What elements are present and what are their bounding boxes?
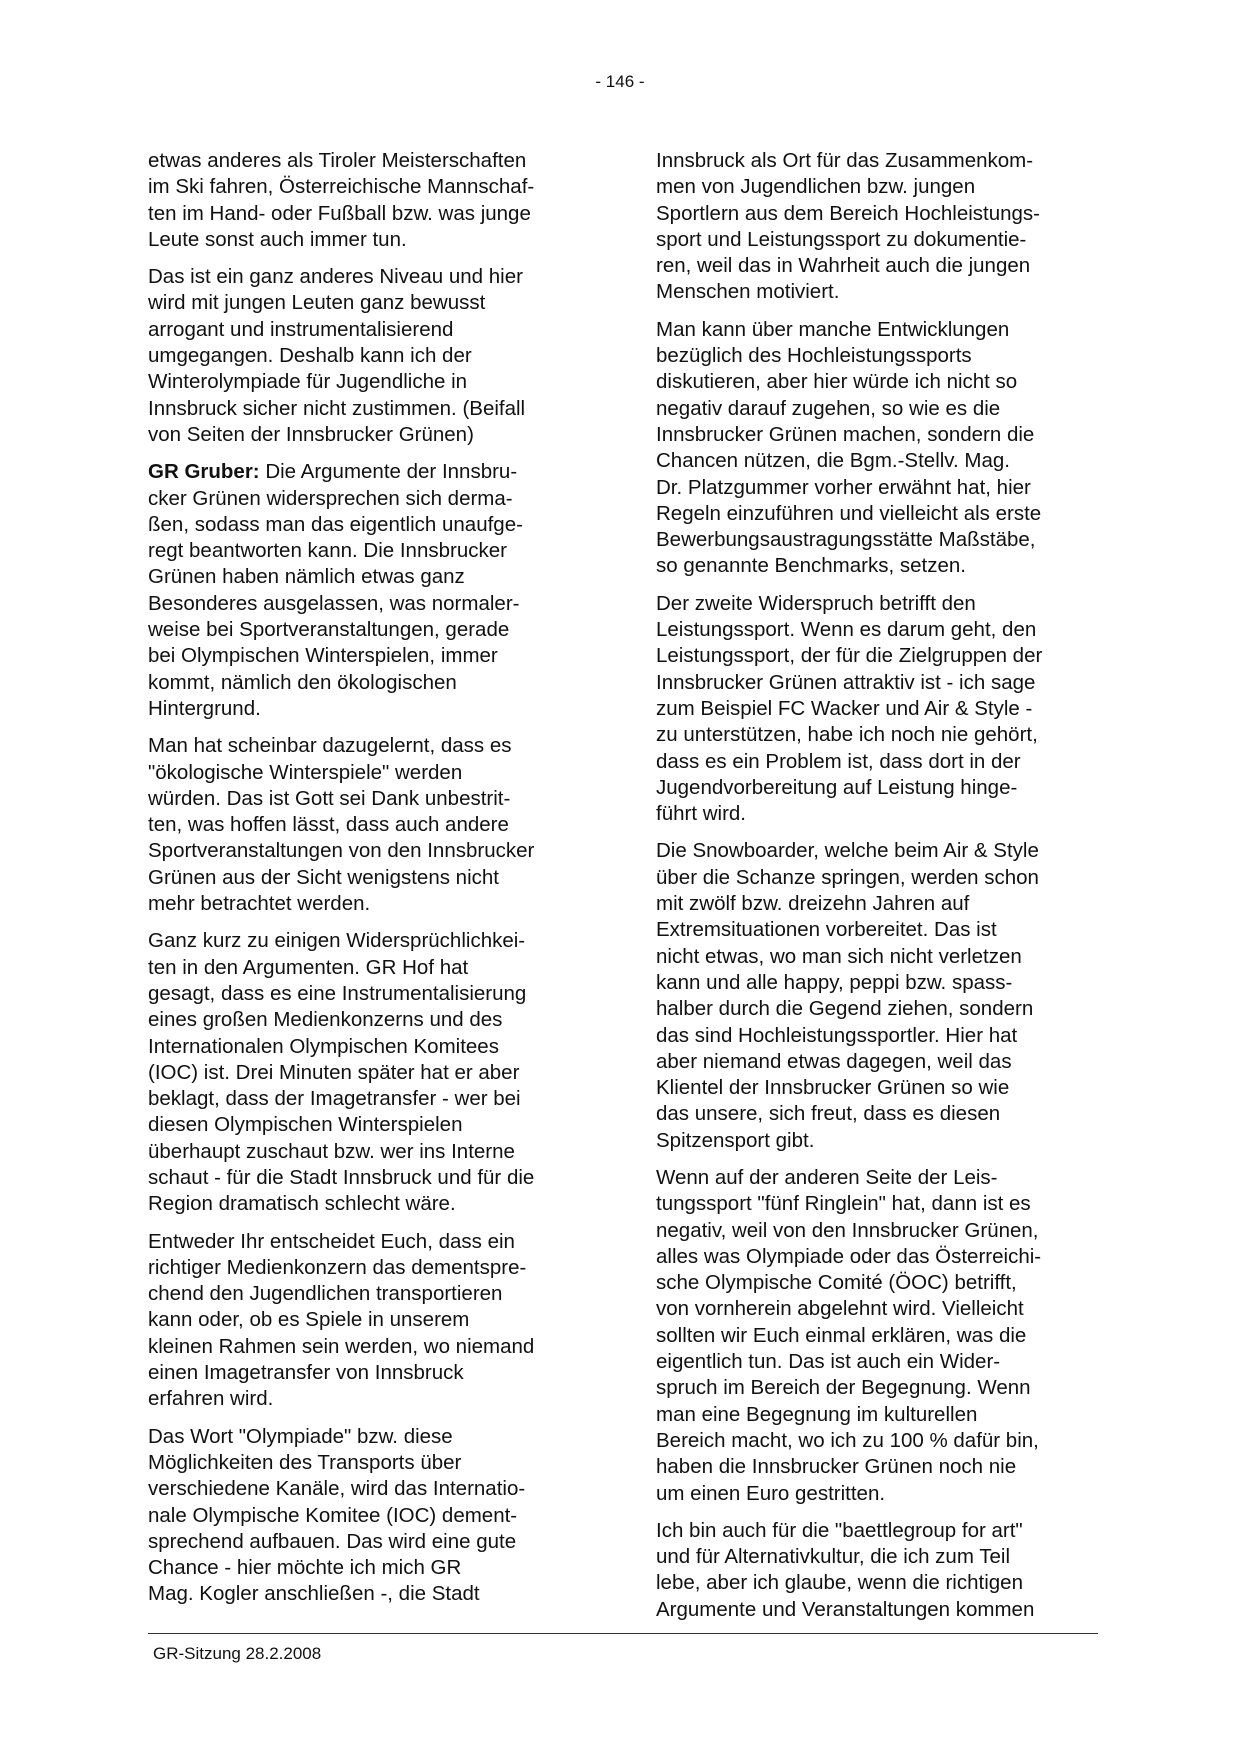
text-line: Innsbruck sicher nicht zustimmen. (Beifall xyxy=(148,396,526,420)
text-line: Grünen aus der Sicht wenigstens nicht xyxy=(148,865,499,889)
paragraph xyxy=(148,148,588,253)
text-line: von Seiten der Innsbrucker Grünen) xyxy=(148,422,474,446)
text-line: schaut - für die Stadt Innsbruck und für die xyxy=(148,1165,535,1189)
text-line: eines großen Medienkonzerns und des xyxy=(148,1008,503,1032)
text-line: sche Olympische Comité (ÖOC) betrifft, xyxy=(656,1271,1017,1295)
text-line: diesen Olympischen Winterspielen xyxy=(148,1113,463,1137)
text-line: man eine Begegnung im kulturellen xyxy=(656,1402,978,1426)
text-line: über die Schanze springen, werden schon xyxy=(656,865,1039,889)
footer-divider xyxy=(148,1633,1098,1634)
paragraph-speaker-gruber xyxy=(148,459,588,722)
text-line: Region dramatisch schlecht wäre. xyxy=(148,1192,456,1216)
text-line: Besonderes ausgelassen, was normaler- xyxy=(148,591,520,615)
text-line: Die Snowboarder, welche beim Air & Style xyxy=(656,839,1039,863)
paragraph xyxy=(656,317,1096,580)
text-line: kann oder, ob es Spiele in unserem xyxy=(148,1308,470,1332)
text-line: im Ski fahren, Österreichische Mannschaf- xyxy=(148,175,535,199)
text-line: das sind Hochleistungssportler. Hier hat xyxy=(656,1023,1018,1047)
text-line: einen Imagetransfer von Innsbruck xyxy=(148,1361,464,1385)
paragraph xyxy=(148,1424,588,1608)
text-line: Menschen motiviert. xyxy=(656,280,840,304)
text-line: ren, weil das in Wahrheit auch die jungen xyxy=(656,254,1031,278)
text-line: wird mit jungen Leuten ganz bewusst xyxy=(148,291,486,315)
speaker-name: GR Gruber: xyxy=(148,460,260,484)
paragraph xyxy=(148,264,588,448)
text-line: Internationalen Olympischen Komitees xyxy=(148,1034,499,1058)
text-line: dass es ein Problem ist, dass dort in der xyxy=(656,749,1021,773)
text-line: Jugendvorbereitung auf Leistung hinge- xyxy=(656,775,1018,799)
text-line: Das ist ein ganz anderes Niveau und hier xyxy=(148,265,523,289)
text-line: Bewerbungsaustragungsstätte Maßstäbe, xyxy=(656,528,1036,552)
text-line: Innsbrucker Grünen machen, sondern die xyxy=(656,422,1035,446)
text-line: Chance - hier möchte ich mich GR xyxy=(148,1556,462,1580)
paragraph xyxy=(148,928,588,1217)
footer-session-date: GR-Sitzung 28.2.2008 xyxy=(153,1644,322,1663)
text-line: ten, was hoffen lässt, dass auch andere xyxy=(148,813,509,837)
text-line: um einen Euro gestritten. xyxy=(656,1481,886,1505)
text-line: ten in den Argumenten. GR Hof hat xyxy=(148,955,469,979)
paragraph xyxy=(148,733,588,917)
text-line: kann und alle happy, peppi bzw. spass- xyxy=(656,970,1013,994)
text-line: verschiedene Kanäle, wird das Internatio- xyxy=(148,1477,526,1501)
text-line: richtiger Medienkonzern das dementspre- xyxy=(148,1255,527,1279)
text-line: Innsbruck als Ort für das Zusammenkom- xyxy=(656,149,1034,172)
text-line: Dr. Platzgummer vorher erwähnt hat, hier xyxy=(656,475,1031,499)
text-line: führt wird. xyxy=(656,802,746,826)
text-line: Leute sonst auch immer tun. xyxy=(148,227,407,251)
text-line: Winterolympiade für Jugendliche in xyxy=(148,370,468,394)
text-line: spruch im Bereich der Begegnung. Wenn xyxy=(656,1376,1031,1400)
text-line: überhaupt zuschaut bzw. wer ins Interne xyxy=(148,1139,515,1163)
text-line: so genannte Benchmarks, setzen. xyxy=(656,554,966,578)
text-line: mehr betrachtet werden. xyxy=(148,892,371,916)
text-line: alles was Olympiade oder das Österreichi- xyxy=(656,1244,1042,1268)
text-line: arrogant und instrumentalisierend xyxy=(148,317,454,341)
text-line: Ich bin auch für die "baettlegroup for art" xyxy=(656,1518,1023,1542)
text-line: haben die Innsbrucker Grünen noch nie xyxy=(656,1455,1017,1479)
text-line: beklagt, dass der Imagetransfer - wer bei xyxy=(148,1087,521,1111)
text-line: Leistungssport, der für die Zielgruppen der xyxy=(656,644,1043,668)
text-line: kommt, nämlich den ökologischen xyxy=(148,670,457,694)
text-line: tungssport "fünf Ringlein" hat, dann ist es xyxy=(656,1192,1031,1216)
text-line: Klientel der Innsbrucker Grünen so wie xyxy=(656,1076,1010,1100)
paragraph xyxy=(148,1229,588,1413)
text-line: Grünen haben nämlich etwas ganz xyxy=(148,565,465,589)
text-line: Regeln einzuführen und vielleicht als erste xyxy=(656,501,1042,525)
text-line: negativ darauf zugehen, so wie es die xyxy=(656,396,1001,420)
text-line: nale Olympische Komitee (IOC) dement- xyxy=(148,1503,518,1527)
text-line: halber durch die Gegend ziehen, sondern xyxy=(656,997,1034,1021)
text-line: Möglichkeiten des Transports über xyxy=(148,1450,462,1474)
text-line: ßen, sodass man das eigentlich unaufge- xyxy=(148,512,523,536)
text-line: kleinen Rahmen sein werden, wo niemand xyxy=(148,1334,535,1358)
text-line: nicht etwas, wo man sich nicht verletzen xyxy=(656,944,1022,968)
text-line: "ökologische Winterspiele" werden xyxy=(148,760,463,784)
text-line: zu unterstützen, habe ich noch nie gehört, xyxy=(656,723,1038,747)
text-line: sollten wir Euch einmal erklären, was die xyxy=(656,1323,1027,1347)
text-line: erfahren wird. xyxy=(148,1387,274,1411)
text-line: cker Grünen widersprechen sich derma- xyxy=(148,486,513,510)
text-line: Innsbrucker Grünen attraktiv ist - ich sage xyxy=(656,670,1036,694)
text-line: Man kann über manche Entwicklungen xyxy=(656,317,1010,341)
text-line: Hintergrund. xyxy=(148,696,261,720)
text-line: (IOC) ist. Drei Minuten später hat er aber xyxy=(148,1060,520,1084)
text-line: Mag. Kogler anschließen -, die Stadt xyxy=(148,1582,480,1606)
text-line: Argumente und Veranstaltungen kommen xyxy=(656,1597,1035,1621)
right-column xyxy=(656,148,1096,1634)
text-line: Bereich macht, wo ich zu 100 % dafür bin, xyxy=(656,1428,1039,1452)
text-line: Entweder Ihr entscheidet Euch, dass ein xyxy=(148,1229,515,1253)
text-line: mit zwölf bzw. dreizehn Jahren auf xyxy=(656,892,970,916)
text-line: Ganz kurz zu einigen Widersprüchlichkei- xyxy=(148,929,526,953)
text-line: von vornherein abgelehnt wird. Vielleicht xyxy=(656,1297,1024,1321)
text-line: Man hat scheinbar dazugelernt, dass es xyxy=(148,734,512,758)
text-line: etwas anderes als Tiroler Meisterschaften xyxy=(148,149,527,172)
text-line: Das Wort "Olympiade" bzw. diese xyxy=(148,1424,453,1448)
text-line: negativ, weil von den Innsbrucker Grünen, xyxy=(656,1218,1039,1242)
text-line: diskutieren, aber hier würde ich nicht so xyxy=(656,370,1018,394)
text-line: eigentlich tun. Das ist auch ein Wider- xyxy=(656,1350,1001,1374)
text-line: Der zweite Widerspruch betrifft den xyxy=(656,591,976,615)
paragraph xyxy=(656,1518,1096,1623)
text-line: umgegangen. Deshalb kann ich der xyxy=(148,344,472,368)
paragraph xyxy=(656,838,1096,1154)
text-line: weise bei Sportveranstaltungen, gerade xyxy=(148,618,510,642)
text-line: Spitzensport gibt. xyxy=(656,1128,815,1152)
text-line: Sportlern aus dem Bereich Hochleistungs- xyxy=(656,201,1040,225)
text-line: sport und Leistungssport zu dokumentie- xyxy=(656,227,1027,251)
text-line: und für Alternativkultur, die ich zum Teil xyxy=(656,1545,1010,1569)
text-line: men von Jugendlichen bzw. jungen xyxy=(656,175,976,199)
text-line: bezüglich des Hochleistungssports xyxy=(656,344,972,368)
text-line: ten im Hand- oder Fußball bzw. was junge xyxy=(148,201,531,225)
text-line: sprechend aufbauen. Das wird eine gute xyxy=(148,1529,517,1553)
text-line: Wenn auf der anderen Seite der Leis- xyxy=(656,1165,998,1189)
text-line: regt beantworten kann. Die Innsbrucker xyxy=(148,539,507,563)
text-line: Chancen nützen, die Bgm.-Stellv. Mag. xyxy=(656,449,1010,473)
text-line: lebe, aber ich glaube, wenn die richtigen xyxy=(656,1571,1023,1595)
text-line: das unsere, sich freut, dass es diesen xyxy=(656,1102,1001,1126)
text-line: gesagt, dass es eine Instrumentalisierung xyxy=(148,981,527,1005)
text-line: zum Beispiel FC Wacker und Air & Style - xyxy=(656,696,1033,720)
text-line: Sportveranstaltungen von den Innsbrucker xyxy=(148,839,535,863)
text-line xyxy=(148,459,588,485)
text-line: Extremsituationen vorbereitet. Das ist xyxy=(656,918,997,942)
text-line: chend den Jugendlichen transportieren xyxy=(148,1282,503,1306)
text-line: bei Olympischen Winterspielen, immer xyxy=(148,644,498,668)
text-line: Leistungssport. Wenn es darum geht, den xyxy=(656,618,1037,642)
text-line: aber niemand etwas dagegen, weil das xyxy=(656,1049,1012,1073)
left-column xyxy=(148,148,588,1619)
paragraph xyxy=(656,148,1096,306)
paragraph xyxy=(656,591,1096,828)
page-number: - 146 - xyxy=(595,72,645,91)
text-line: würden. Das ist Gott sei Dank unbestrit- xyxy=(148,786,511,810)
paragraph xyxy=(656,1165,1096,1507)
speaker-text: Die Argumente der Innsbru- xyxy=(259,460,518,484)
